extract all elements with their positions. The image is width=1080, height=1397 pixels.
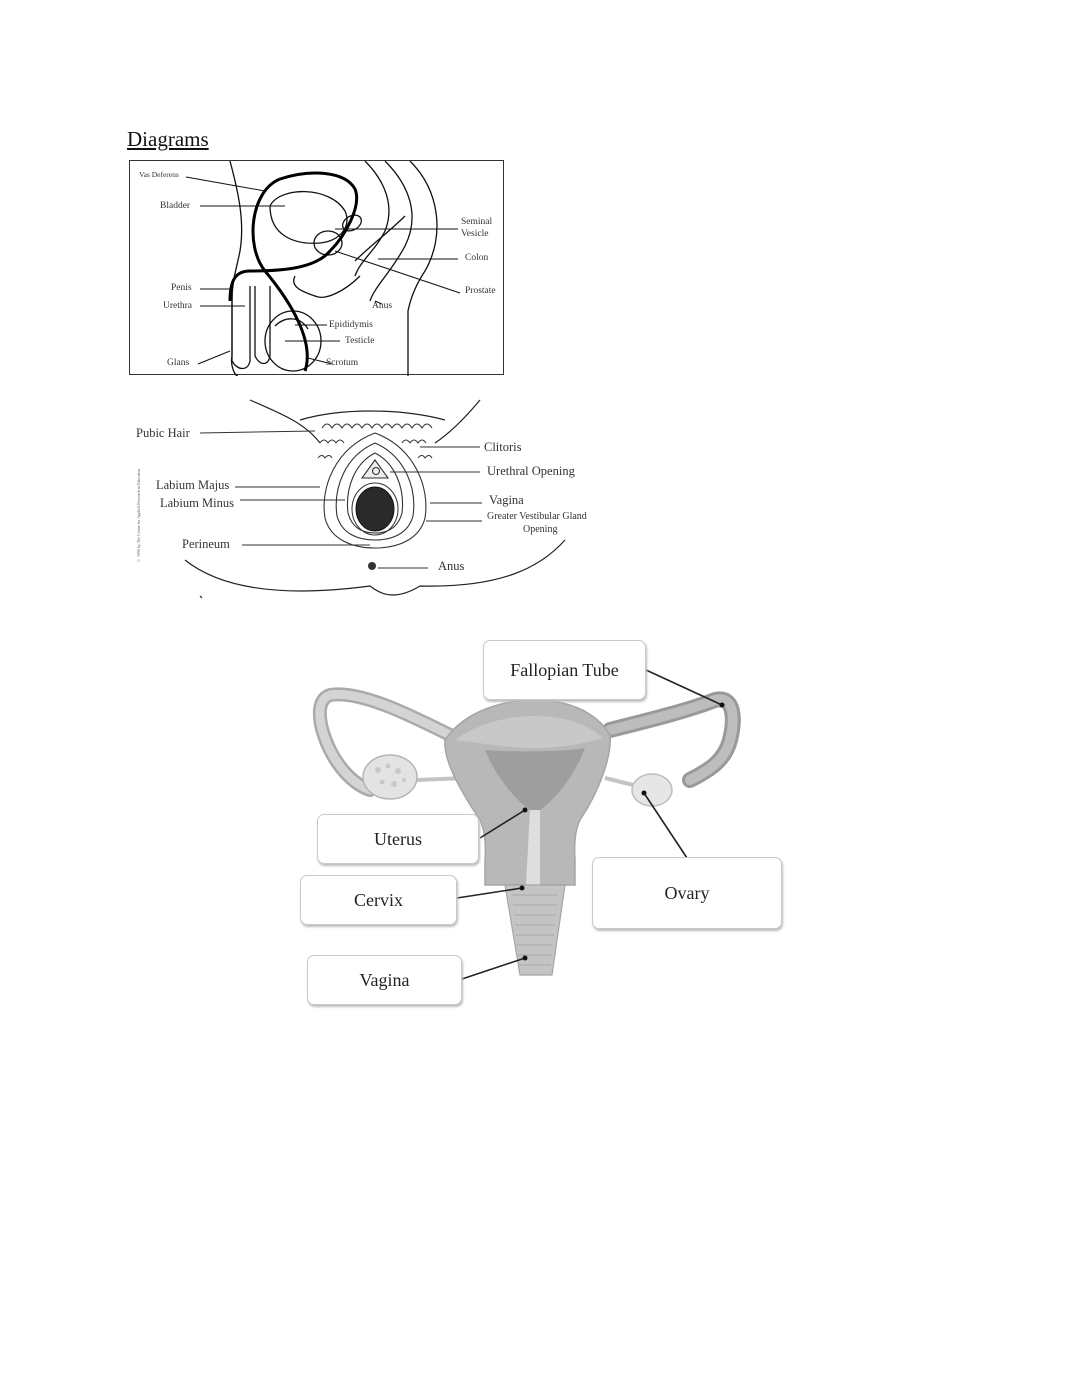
label-labium-majus: Labium Majus [156,478,230,492]
label-cervix: Cervix [354,889,403,910]
label-testicle: Testicle [345,336,375,346]
label-bladder: Bladder [160,201,191,211]
label-box-vagina [307,955,462,1005]
label-scrotum: Scrotum [326,358,359,368]
label-vagina-external: Vagina [489,493,524,507]
label-labium-minus: Labium Minus [160,496,234,510]
female-external-diagram [130,388,610,608]
label-urethral-opening: Urethral Opening [487,464,575,478]
label-fallopian-tube: Fallopian Tube [510,659,619,680]
label-ovary: Ovary [664,882,710,903]
label-prostate: Prostate [465,286,496,296]
female-internal-diagram [290,630,800,1020]
label-greater-vestibular-gland-line2: Opening [523,524,558,535]
male-anatomy-illustration [130,161,505,376]
label-vagina-internal: Vagina [359,969,410,990]
label-clitoris: Clitoris [484,440,522,454]
label-seminal-vesicle-line2: Vesicle [461,229,489,239]
label-box-uterus [317,814,479,864]
label-glans: Glans [167,358,190,368]
male-reproductive-diagram [129,160,504,375]
label-box-fallopian-tube [483,640,646,700]
label-box-ovary [592,857,782,929]
label-seminal-vesicle-line1: Seminal [461,217,493,227]
label-vas-deferens: Vas Deferens [139,170,179,179]
label-penis: Penis [171,283,192,293]
copyright-notice: © 1990 by The Center for Applied Research in Education [136,468,141,563]
label-urethra: Urethra [163,301,193,311]
label-anus-external: Anus [438,559,465,573]
label-pubic-hair: Pubic Hair [136,426,190,440]
label-anus: Anus [372,301,393,311]
label-epididymis: Epididymis [329,320,373,330]
label-perineum: Perineum [182,537,230,551]
label-colon: Colon [465,253,489,263]
page-heading: Diagrams [127,127,209,151]
label-greater-vestibular-gland-line1: Greater Vestibular Gland [487,511,587,522]
label-box-cervix [300,875,457,925]
label-uterus: Uterus [374,828,422,849]
